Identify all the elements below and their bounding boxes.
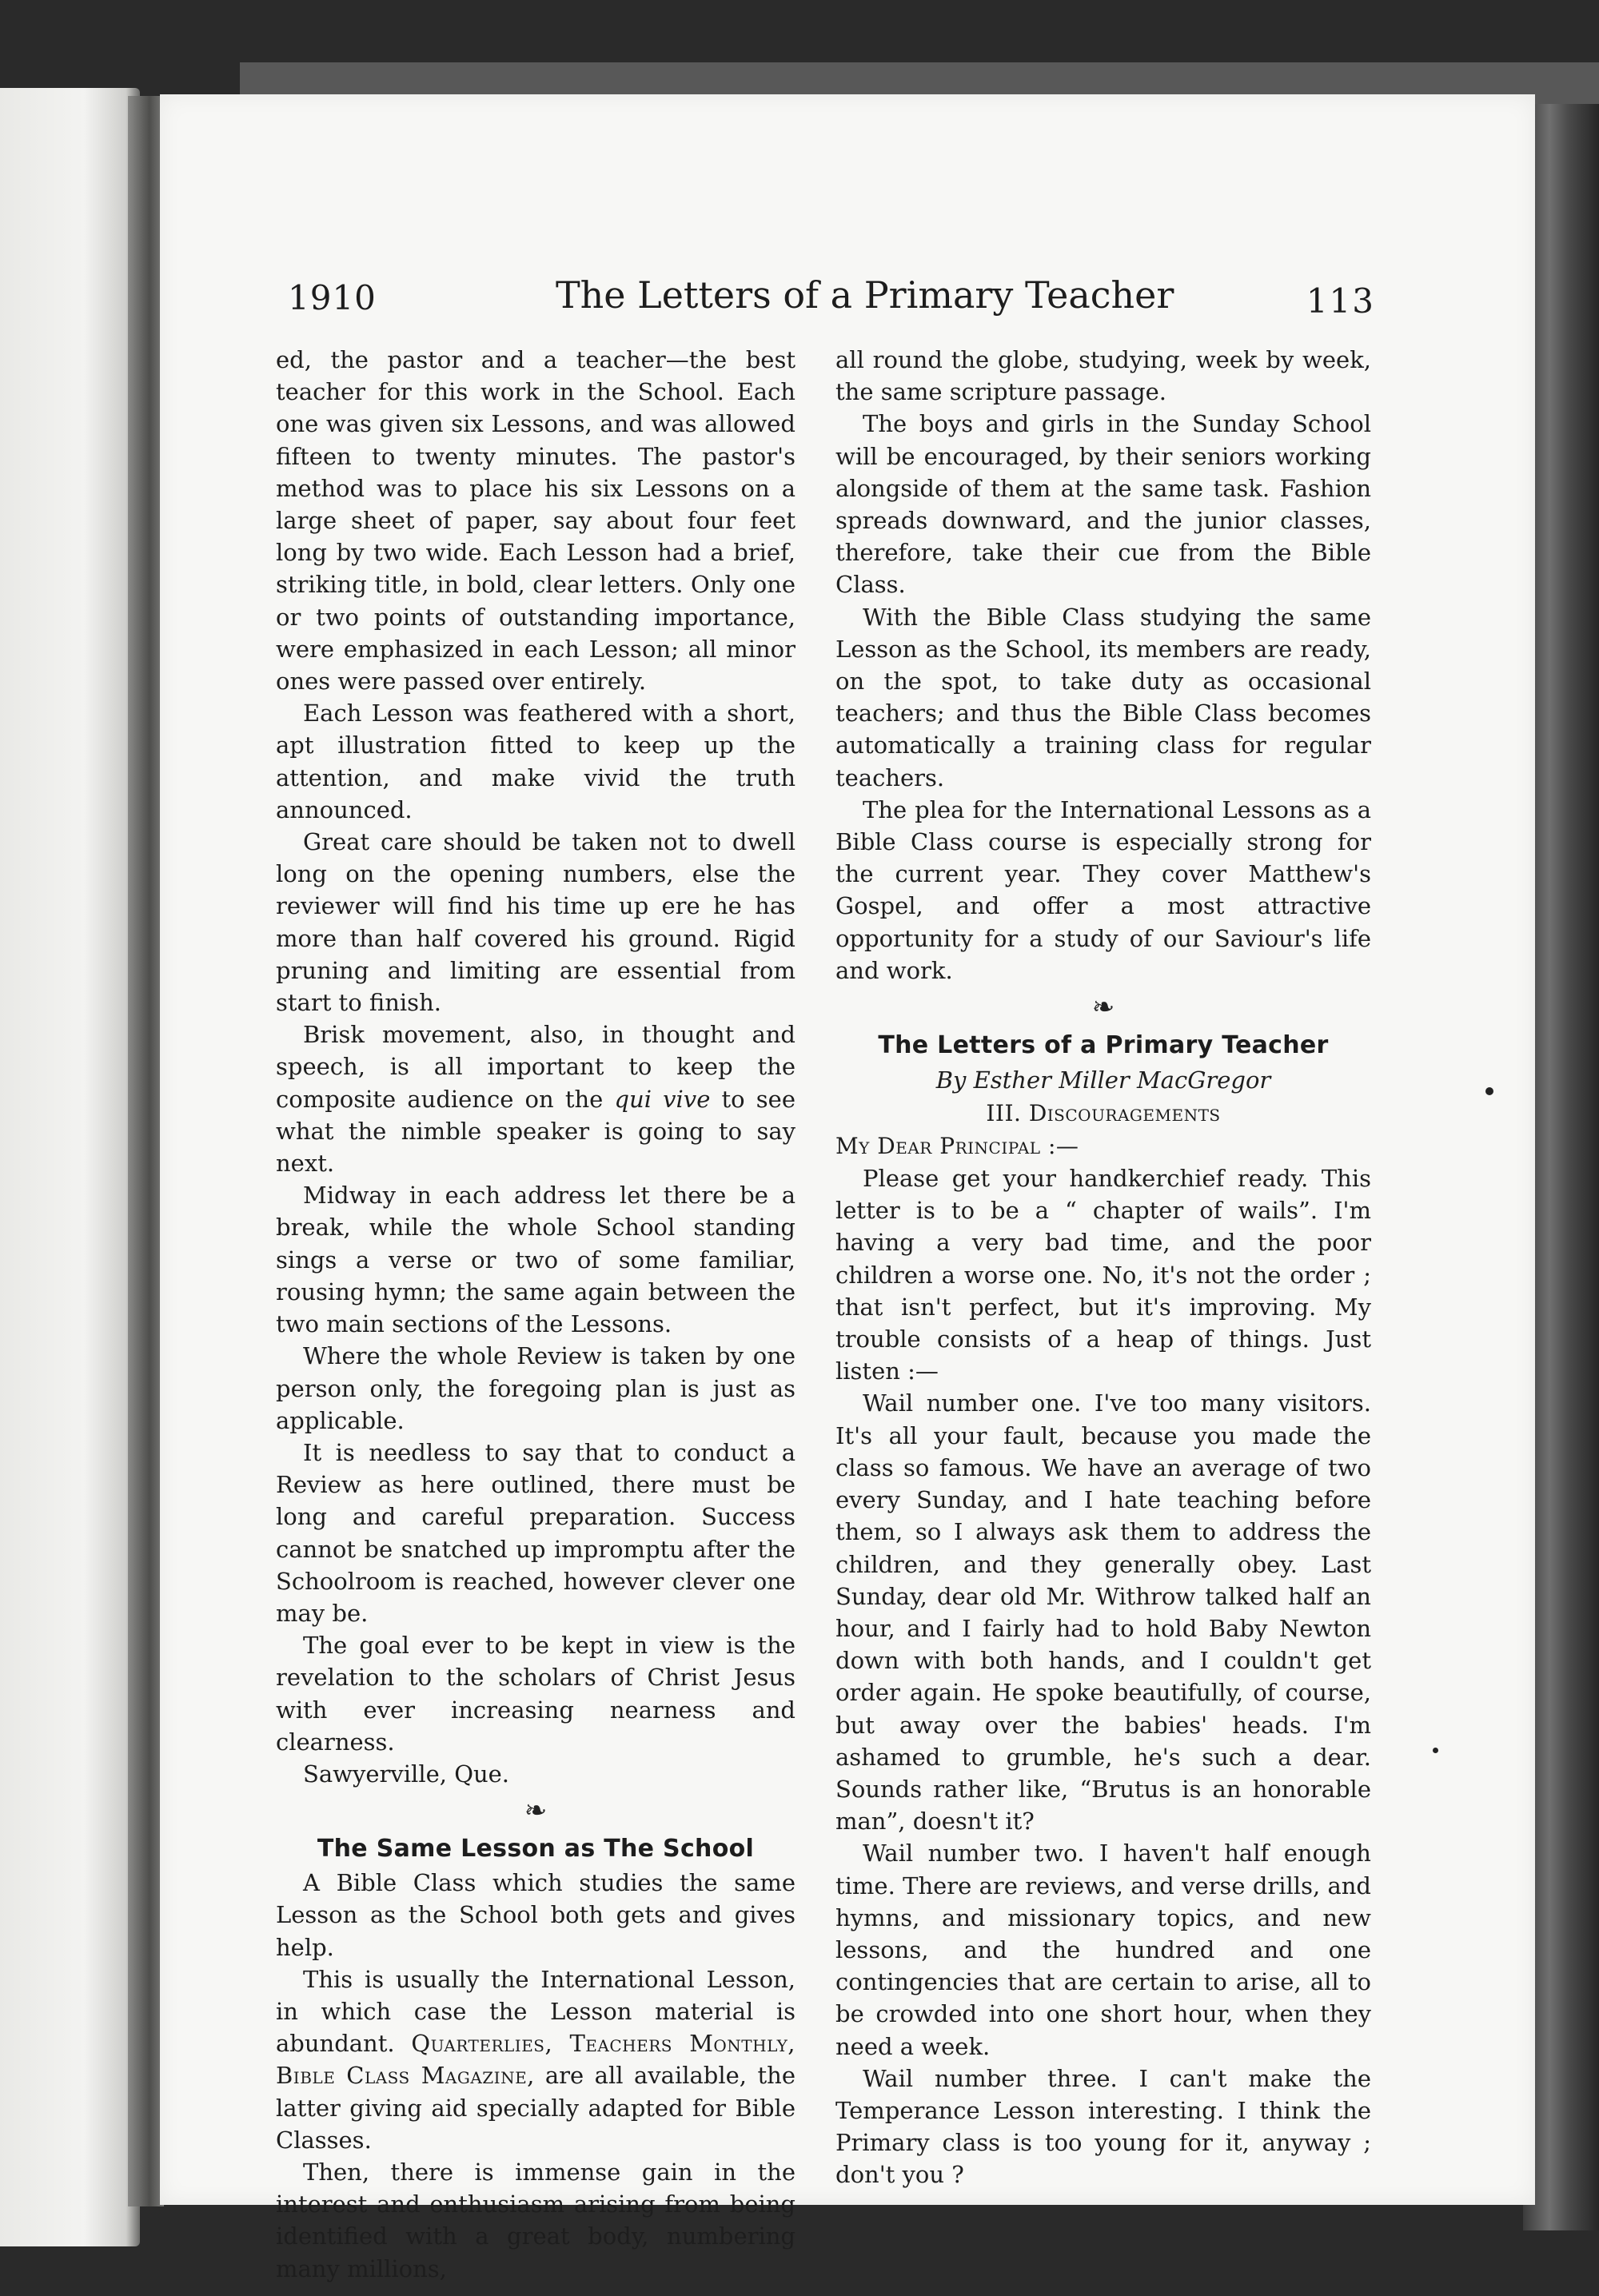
- article-byline: By Esther Miller MacGregor: [935, 1066, 1271, 1094]
- paper-speck: [1433, 1748, 1438, 1753]
- paragraph: Wail number three. I can't make the Temperance Lesson interesting. I think the Primary class is too young for it, anyway ; don't you ?: [835, 2064, 1371, 2189]
- signature: Sawyerville, Que.: [303, 1760, 510, 1788]
- paragraph: A Bible Class which studies the same Lesson as the School both gets and gives help.: [276, 1869, 796, 1961]
- paragraph: Each Lesson was feathered with a short, apt illustration fitted to keep up the attention, and make vivid the truth announced.: [276, 700, 796, 823]
- paragraph: Where the whole Review is taken by one person only, the foregoing plan is just as applicable.: [276, 1342, 796, 1434]
- paragraph-text: , are all available, the latter giving aid specially adapted for Bible Classes.: [276, 2062, 796, 2154]
- paragraph: The plea for the International Lessons as a Bible Class course is especially strong for the current year. They cover Matthew's Gospel, and offer a most attractive opportunity for a study of our Saviour's life and work.: [835, 795, 1371, 984]
- paper-speck: [1485, 1087, 1493, 1095]
- paragraph: Please get your handkerchief ready. This letter is to be a “ chapter of wails”. I'm having a very bad time, and the poor children a worse one. No, it's not the order ; that isn't perfect, but it's improving. My trouble consists of a heap of things. Just listen :—: [835, 1165, 1371, 1385]
- left-column: [276, 344, 796, 2285]
- paragraph: Then, there is immense gain in the interest and enthusiasm arising from being identified with a great body, numbering many millions,: [276, 2158, 796, 2282]
- paragraph-text: Brisk movement, also, in thought and speech, is all important to keep the composite audience on the: [276, 1021, 796, 1113]
- paragraph-quarterlies: [276, 1963, 796, 2156]
- paragraph: The boys and girls in the Sunday School will be encouraged, by their seniors working alongside of them at the same task. Fashion spreads downward, and the junior classes, therefore, take their cue from the Bible Class.: [835, 410, 1371, 599]
- paragraph: Midway in each address let there be a break, while the whole School standing sings a verse or two of some familiar, rousing hymn; the same again between the two main sections of the Lessons.: [276, 1182, 796, 1338]
- ornament-icon: ❧: [1091, 991, 1115, 1024]
- page-number: 113: [1306, 281, 1375, 321]
- paragraph: With the Bible Class studying the same Lesson as the School, its members are ready, on the spot, to take duty as occasional teachers; and thus the Bible Class becomes automatically a training class for regular teachers.: [835, 603, 1371, 791]
- article-title: The Same Lesson as The School: [317, 1835, 755, 1864]
- ornament-icon: ❧: [524, 1795, 548, 1828]
- italic-phrase: qui vive: [614, 1085, 711, 1113]
- paragraph: Wail number two. I haven't half enough time. There are reviews, and verse drills, and hymns, and missionary topics, and new lessons, and the hundred and one contingencies that are certain to arise, all to be crowded into one short hour, when they need a week.: [835, 1840, 1371, 2060]
- paragraph: Great care should be taken not to dwell long on the opening numbers, else the reviewer will find his time up ere he has more than half covered his ground. Rigid pruning and limiting are essential from start to finish.: [276, 828, 796, 1017]
- paragraph-brisk: [276, 1018, 796, 1179]
- paragraph: The goal ever to be kept in view is the revelation to the scholars of Christ Jesus with ever increasing nearness and clearness.: [276, 1632, 796, 1756]
- paragraph: ed, the pastor and a teacher—the best teacher for this work in the School. Each one was given six Lessons, and was allowed fifteen to twenty minutes. The pastor's method was to place his six Lessons on a large sheet of paper, say about four feet long by two wide. Each Lesson had a brief, striking title, in bold, clear letters. Only one or two points of outstanding importance, were emphasized in each Lesson; all minor ones were passed over entirely.: [276, 346, 796, 696]
- small-caps-titles: Quarterlies, Teachers Monthly, Bible Class Magazine: [276, 2030, 796, 2090]
- paragraph-text: This is usually the International Lesson, in which case the Lesson material is abundant.: [276, 1965, 796, 2058]
- article-title: The Letters of a Primary Teacher: [878, 1031, 1329, 1060]
- book-binding: [128, 96, 164, 2206]
- section-heading: III. Discouragements: [986, 1100, 1221, 1127]
- salutation: My Dear Principal :—: [835, 1133, 1079, 1160]
- running-header: [288, 273, 1375, 326]
- paragraph: Wail number one. I've too many visitors. It's all your fault, because you made the class so famous. We have an average of two every Sunday, and I hate teaching before them, so I always ask them to address the children, and they generally obey. Last Sunday, dear old Mr. Withrow talked half an hour, and I fairly had to hold Baby Newton down with both hands, and I couldn't get order again. He spoke beautifully, of course, but away over the babies' heads. I'm ashamed to grumble, he's such a dear. Sounds rather like, “Brutus is an honorable man”, doesn't it?: [835, 1389, 1371, 1836]
- header-title: The Letters of a Primary Teacher: [556, 273, 1174, 317]
- right-column: [835, 344, 1371, 2191]
- paragraph-text: to see what the nimble speaker is going to say next.: [276, 1085, 796, 1178]
- left-page-edge: [0, 88, 140, 2246]
- header-year: 1910: [288, 278, 377, 317]
- paragraph: It is needless to say that to conduct a Review as here outlined, there must be long and careful preparation. Success cannot be snatched up impromptu after the Schoolroom is reached, however clever one may be.: [276, 1438, 796, 1627]
- paragraph: all round the globe, studying, week by week, the same scripture passage.: [835, 346, 1371, 406]
